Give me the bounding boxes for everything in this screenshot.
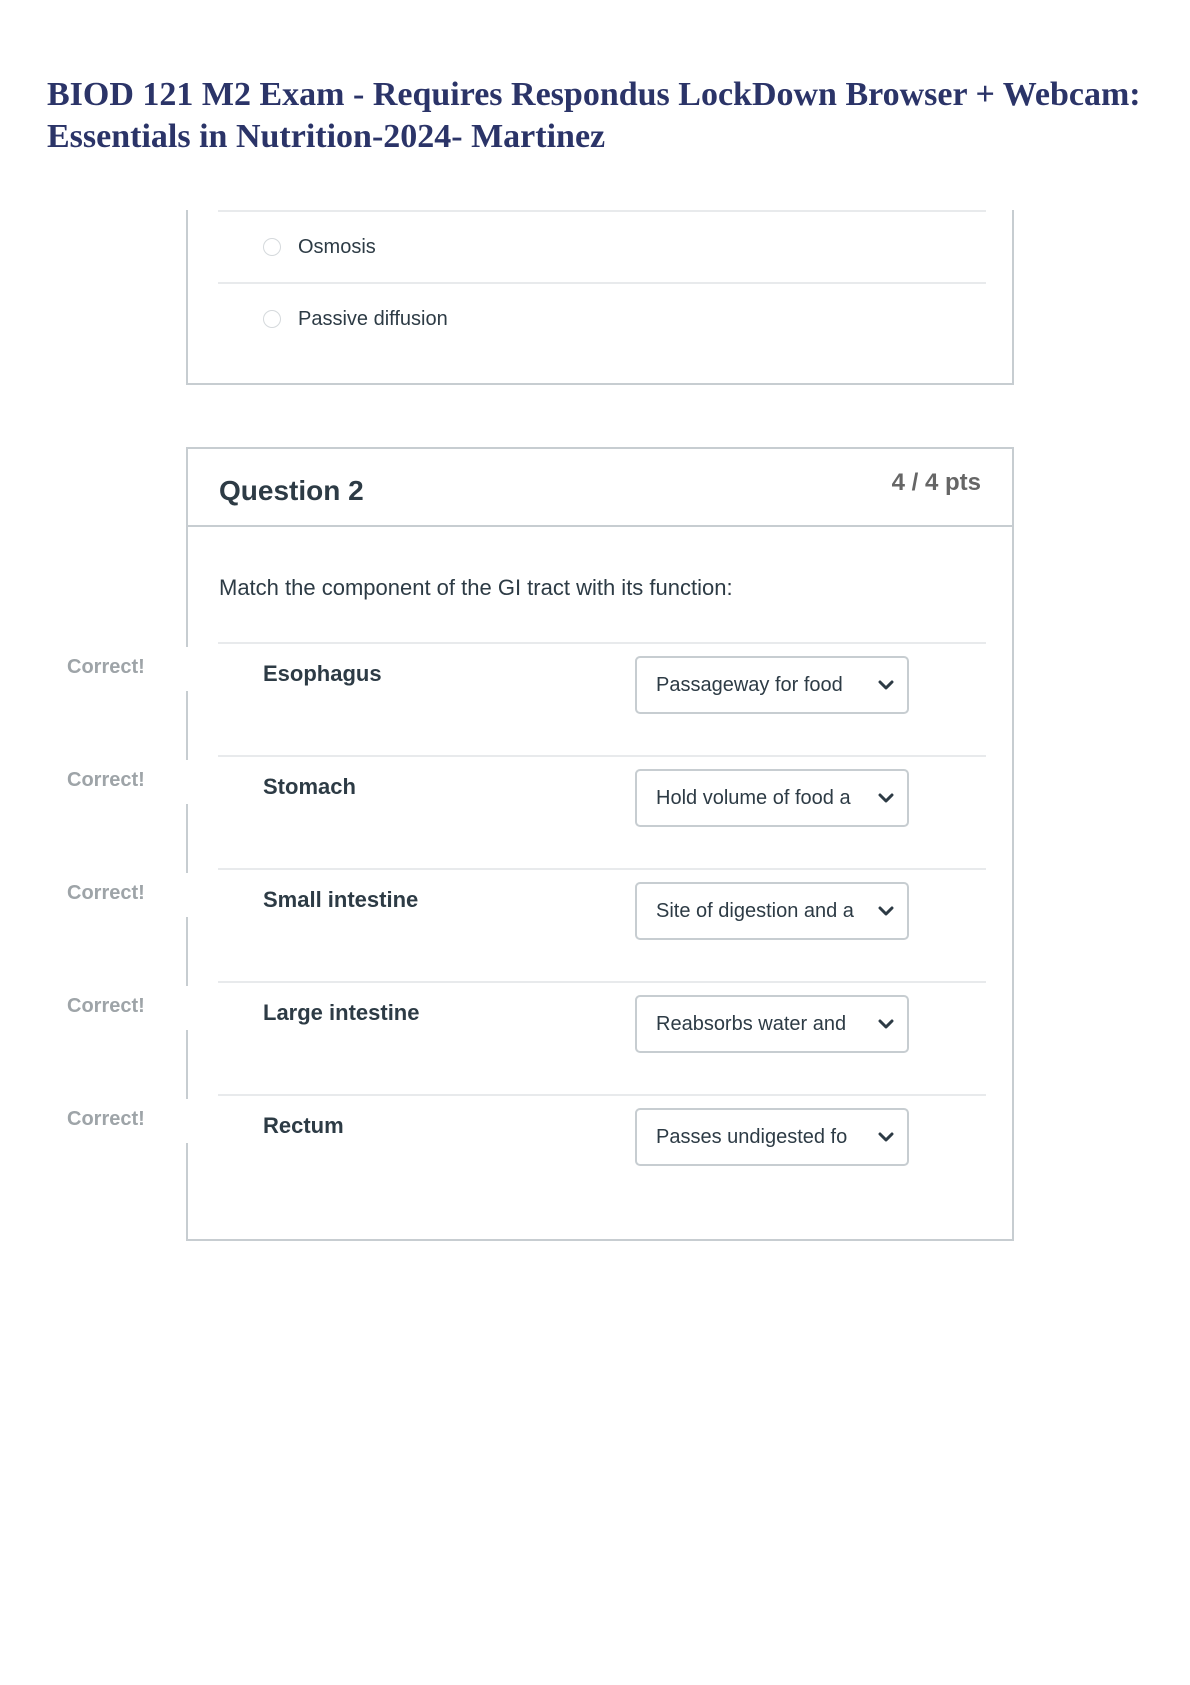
match-select-value: Reabsorbs water and: [656, 1013, 847, 1035]
match-term: Large intestine: [263, 1000, 420, 1025]
border-gap: [184, 873, 190, 917]
match-row-small-intestine: [218, 868, 986, 982]
answer-option-osmosis[interactable]: [218, 210, 986, 284]
border-gap: [184, 647, 190, 691]
match-select-value: Site of digestion and a: [656, 900, 854, 922]
match-row-rectum: [218, 1094, 986, 1208]
answer-label: Osmosis: [298, 236, 376, 258]
correct-flag: Correct!: [67, 656, 145, 678]
border-gap: [184, 760, 190, 804]
chevron-down-icon: [877, 1128, 895, 1146]
question-1-card: [186, 210, 1014, 385]
document-title: BIOD 121 M2 Exam - Requires Respondus LockDown Browser + Webcam: Essentials in Nutrition-2024- Martinez: [47, 76, 1141, 155]
match-row-esophagus: [218, 642, 986, 756]
chevron-down-icon: [877, 902, 895, 920]
chevron-down-icon: [877, 1015, 895, 1033]
match-term: Rectum: [263, 1113, 344, 1138]
question-2-card: [186, 447, 1014, 1241]
match-term: Stomach: [263, 774, 356, 799]
question-points: 4 / 4 pts: [891, 469, 981, 496]
match-term: Small intestine: [263, 887, 419, 912]
match-select-large-intestine[interactable]: [635, 995, 909, 1053]
border-gap: [184, 986, 190, 1030]
correct-flag: Correct!: [67, 1108, 145, 1130]
question-prompt: Match the component of the GI tract with its function:: [219, 575, 733, 600]
match-term: Esophagus: [263, 661, 382, 686]
answer-label: Passive diffusion: [298, 308, 448, 330]
radio-unselected-icon[interactable]: [263, 238, 281, 256]
correct-flag: Correct!: [67, 882, 145, 904]
match-row-large-intestine: [218, 981, 986, 1095]
question-title: Question 2: [219, 475, 364, 506]
match-select-stomach[interactable]: [635, 769, 909, 827]
border-gap: [184, 1099, 190, 1143]
question-header: [188, 449, 1012, 527]
chevron-down-icon: [877, 789, 895, 807]
match-select-small-intestine[interactable]: [635, 882, 909, 940]
match-select-value: Passageway for food: [656, 674, 843, 696]
match-select-value: Passes undigested fo: [656, 1126, 848, 1148]
radio-unselected-icon[interactable]: [263, 310, 281, 328]
chevron-down-icon: [877, 676, 895, 694]
correct-flag: Correct!: [67, 769, 145, 791]
match-select-value: Hold volume of food a: [656, 787, 851, 809]
match-select-rectum[interactable]: [635, 1108, 909, 1166]
match-select-esophagus[interactable]: [635, 656, 909, 714]
match-row-stomach: [218, 755, 986, 869]
answer-option-passive-diffusion[interactable]: [218, 282, 986, 356]
correct-flag: Correct!: [67, 995, 145, 1017]
